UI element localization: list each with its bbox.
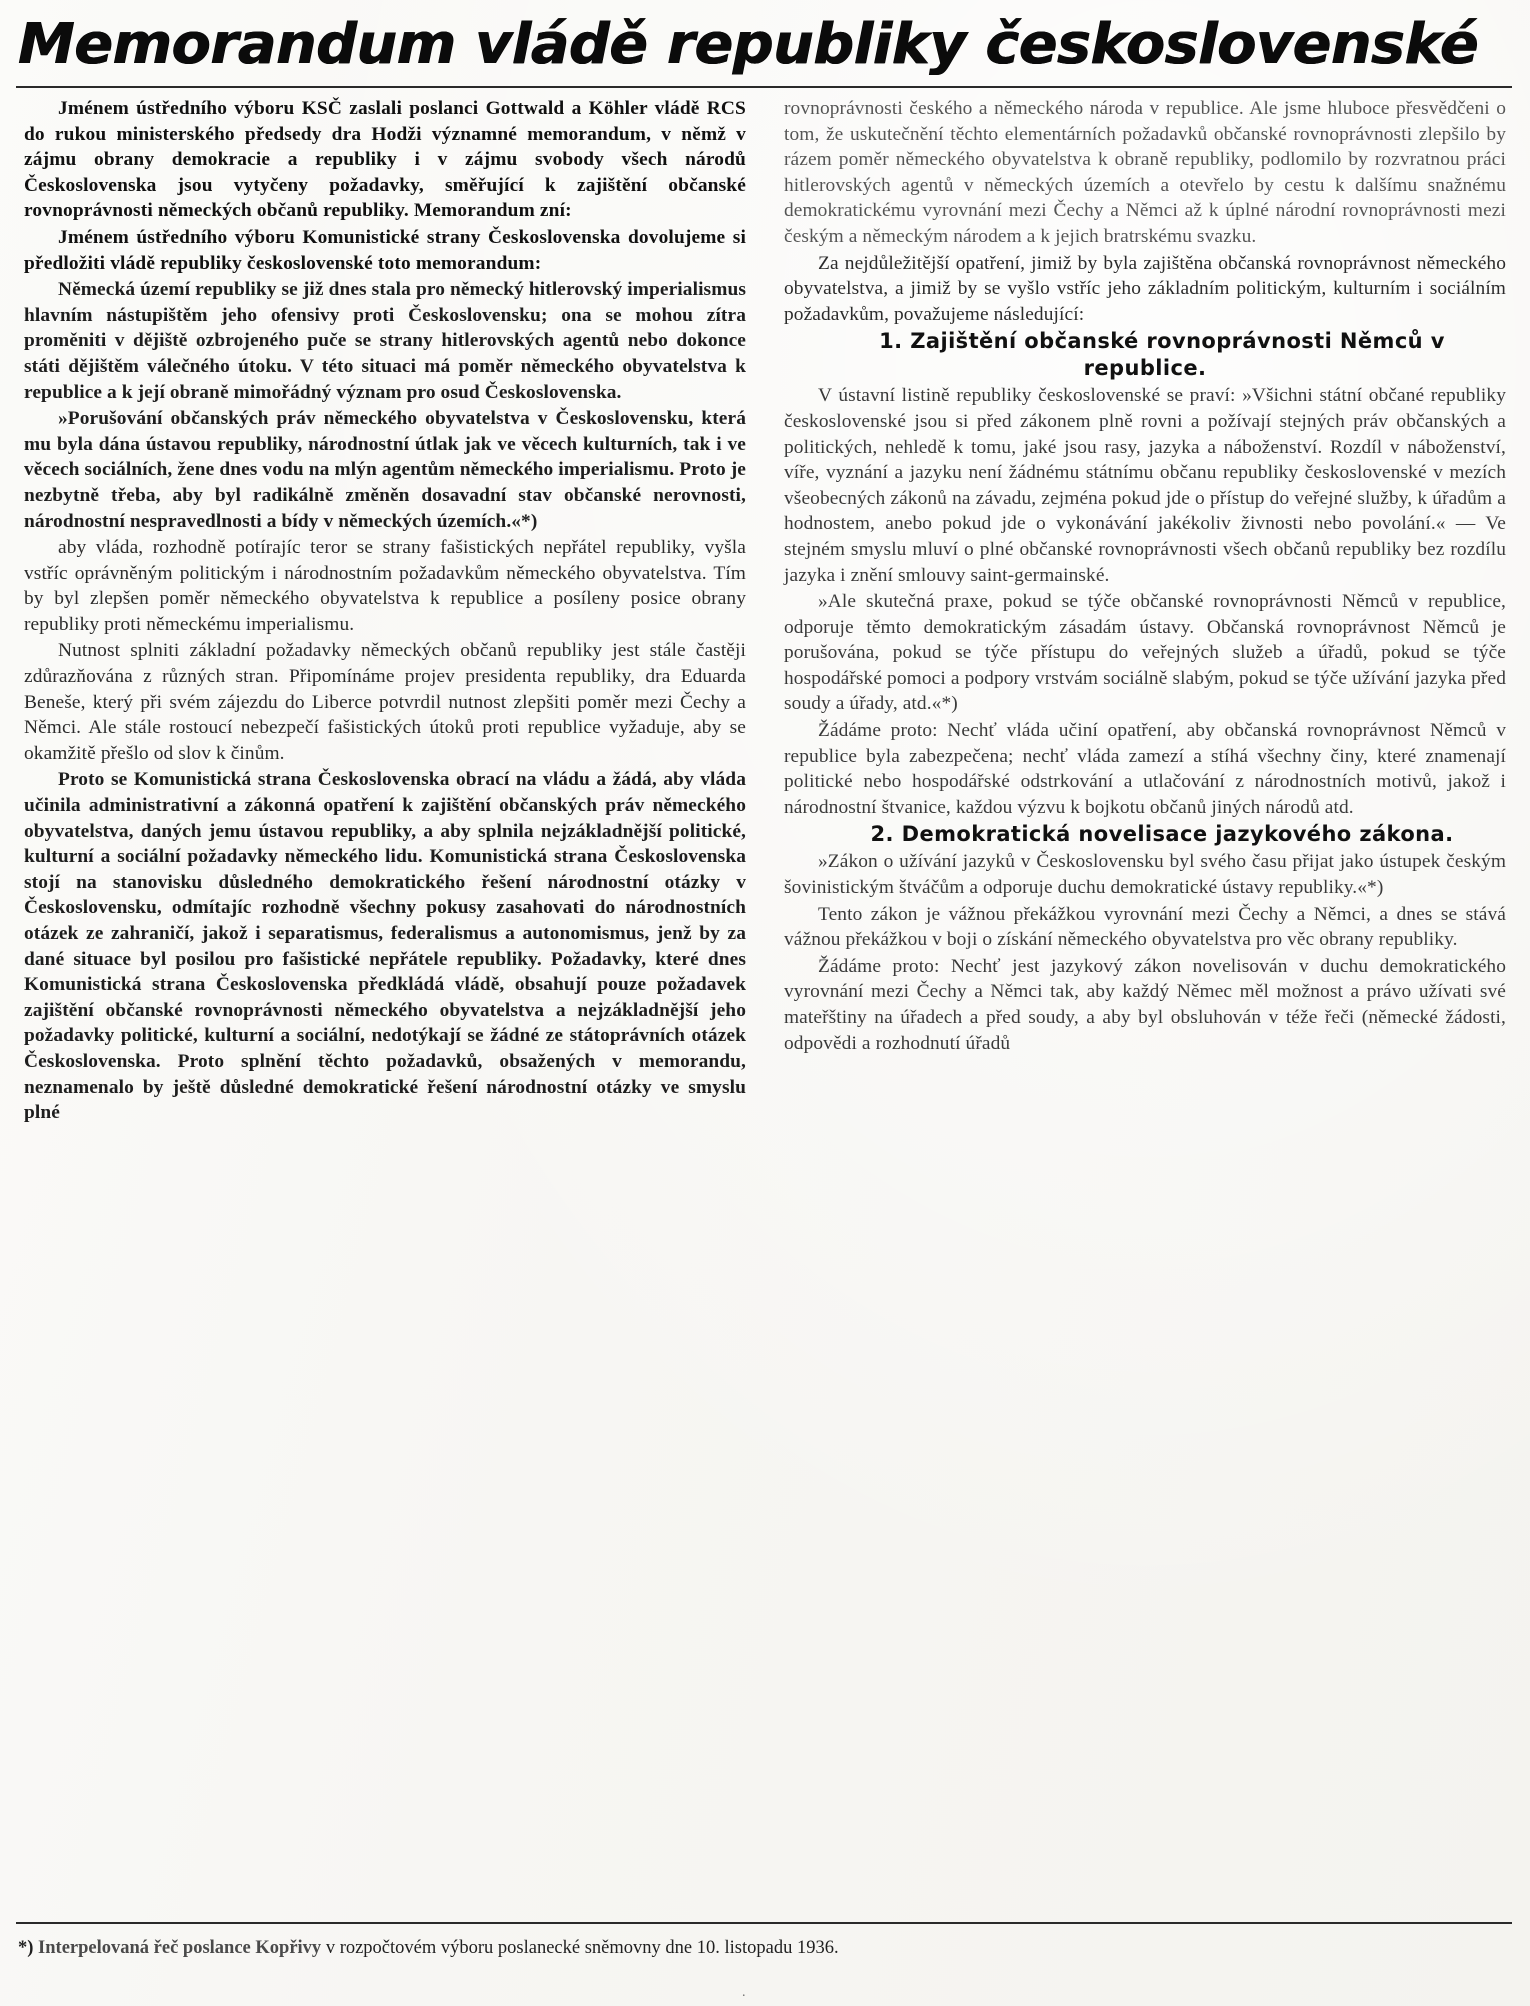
page-speck: . xyxy=(742,1985,746,2000)
page-headline: Memorandum vládě republiky československé xyxy=(18,12,1479,77)
header-rule xyxy=(16,86,1512,88)
footnote-marker: *) xyxy=(18,1938,34,1958)
paragraph: rovnoprávnosti českého a německého národa v republice. Ale jsme hluboce přesvědčeni o tom, že uskutečnění těchto elementárních požadavků občanské rovnoprávnosti zlepšilo by rázem poměr německého obyvatelstva k obraně republiky, podlomilo by rozvratnou práci hitlerovských agentů v německých územích a otevřelo by cestu k dalšímu snažnému demokratickému vyrovnání mezi Čechy a Němci až k úplné národní rovnoprávnosti mezi českým a německým národem a k jejich bratrskému svazku. xyxy=(784,98,1506,247)
right-column xyxy=(784,96,1506,1896)
footnote-blurred-text: Interpelovaná řeč poslance Kopřivy xyxy=(38,1938,322,1958)
left-column xyxy=(24,96,746,1896)
paragraph: »Zákon o užívání jazyků v Československu byl svého času přijat jako ústupek českým šovinistickým štváčům a odporuje duchu demokratické ústavy republiky.«*) xyxy=(784,851,1506,899)
paragraph: Jménem ústředního výboru KSČ zaslali poslanci Gottwald a Köhler vládě RCS do rukou ministerského předsedy dra Hodži významné memorandum, v němž v zájmu obrany demokracie a republiky i v zájmu svobody všech národů Československa jsou vytyčeny požadavky, směřující k zajištění občanské rovnoprávnosti německých občanů republiky. Memorandum zní: xyxy=(24,98,746,222)
paragraph: Žádáme proto: Nechť jest jazykový zákon novelisován v duchu demokratického vyrovnání mezi Čechy a Němci tak, aby každý Němec měl možnost a právo užívati své mateřštiny na úřadech a před soudy, a aby byl obsluhován v téže řeči (německé žádosti, odpovědi a rozhodnutí úřadů xyxy=(784,955,1506,1054)
paragraph: Tento zákon je vážnou překážkou vyrovnání mezi Čechy a Němci, a dnes se stává vážnou překážkou v boji o získání německého obyvatelstva pro věc obrany republiky. xyxy=(784,903,1506,951)
paragraph: Žádáme proto: Nechť vláda učiní opatření, aby občanská rovnoprávnost Němců v republice byla zabezpečena; nechť vláda zamezí a stíhá všechny činy, které znamenají politické nebo hospodářské odstrkování a utlačování z národnostních motivů, jakož i národnostní štvanice, každou výzvu k bojkotu občanů jiných národů atd. xyxy=(784,720,1506,818)
paragraph: »Ale skutečná praxe, pokud se týče občanské rovnoprávnosti Němců v republice, odporuje těmto demokratickým zásadám ústavy. Občanská rovnoprávnost Němců je porušována, pokud se týče přístupu do veřejných služeb a úřadů, pokud se týče hospodářské pomoci a podpory vrstvám sociálně slabým, pokud se týče užívání jazyka před soudy a úřady, atd.«*) xyxy=(784,591,1506,715)
paragraph: »Porušování občanských práv německého obyvatelstva v Československu, která mu byla dána ústavou republiky, národnostní útlak jak ve věcech kulturních, tak i ve věcech sociálních, žene dnes vodu na mlýn agentům německého imperialismu. Proto je nezbytně třeba, aby byl radikálně změněn dosavadní stav občanské nerovnosti, národnostní nespravedlnosti a bídy v německých územích.«*) xyxy=(24,408,746,532)
footnote-text: v rozpočtovém výboru poslanecké sněmovny dne 10. listopadu 1936. xyxy=(325,1938,839,1958)
paragraph: V ústavní listině republiky československé se praví: »Všichni státní občané republiky československé jsou si před zákonem plně rovni a požívají stejných práv občanských a politických, nehledě k tomu, jaké jsou rasy, jazyka a náboženství. Rozdíl v náboženství, víře, vyznání a jazyku není žádnému státnímu občanu republiky československé v mezích všeobecných zákonů na závadu, zejména pokud jde o přístup do veřejné služby, k úřadům a hodnostem, anebo pokud jde o vykonávání jakékoliv živnosti nebo povolání.« — Ve stejném smyslu mluví o plné občanské rovnoprávnosti všech občanů republiky bez rozdílu jazyka i znění smlouvy saint-germainské. xyxy=(784,385,1506,586)
paragraph: Německá území republiky se již dnes stala pro německý hitlerovský imperialismus hlavním nástupištěm jeho ofensivy proti Československu; ona se mohou zítra proměniti v dějiště ozbrojeného puče se strany hitlerovských agentů nebo dokonce státi dějištěm válečného útoku. V této situaci má poměr německého obyvatelstva k republice a k její obraně mimořádný význam pro osud Československa. xyxy=(24,279,746,403)
paragraph: Jménem ústředního výboru Komunistické strany Československa dovolujeme si předložiti vládě republiky československé toto memorandum: xyxy=(24,226,746,274)
article-columns xyxy=(24,96,1510,1896)
paragraph: aby vláda, rozhodně potírajíc teror se strany fašistických nepřátel republiky, vyšla vstříc oprávněným politickým i národnostním požadavkům německého obyvatelstva. Tím by byl zlepšen poměr německého obyvatelstva k republice a posíleny posice obrany republiky proti německému imperialismu. xyxy=(24,537,746,635)
footer-rule xyxy=(16,1922,1512,1924)
paragraph: Nutnost splniti základní požadavky německých občanů republiky jest stále častěji zdůrazňována z různých stran. Připomínáme projev presidenta republiky, dra Eduarda Beneše, který při svém zájezdu do Liberce potvrdil nutnost zlepšiti poměr mezi Čechy a Němci. Ale stále rostoucí nebezpečí fašistických útoků proti republice vyžaduje, aby se okamžitě přešlo od slov k činům. xyxy=(24,640,746,764)
section-heading-1: 1. Zajištění občanské rovnoprávnosti Němců v republice. xyxy=(879,329,1445,381)
paragraph: Za nejdůležitější opatření, jimiž by byla zajištěna občanská rovnoprávnost německého obyvatelstva, a jimiž by se vyšlo vstříc jeho základním politickým, kulturním i sociálním požadavkům, považujeme následující: xyxy=(784,252,1506,325)
paragraph: Proto se Komunistická strana Československa obrací na vládu a žádá, aby vláda učinila administrativní a zákonná opatření k zajištění občanských práv německého obyvatelstva, daných jemu ústavou republiky, a aby splnila nejzákladnější politické, kulturní a sociální požadavky německého lidu. Komunistická strana Československa stojí na stanovisku důsledného demokratického řešení národnostní otázky v Československu, odmítajíc rozhodně všechny pokusy zasahovati do národnostních otázek ze zahraničí, jakož i separatismus, federalismus a autonomismus, jenž by za dané situace byl posilou pro fašistické nepřátele republiky. Požadavky, které dnes Komunistická strana Československa předkládá vládě, obsahují pouze požadavek zajištění občanské rovnoprávnosti německého obyvatelstva a nejzákladnější jeho požadavky politické, kulturní a sociální, nedotýkají se žádné ze státoprávních otázek Československa. Proto splnění těchto požadavků, obsažených v memorandu, neznamenalo by ještě důsledné demokratické řešení národnostní otázky ve smyslu plné xyxy=(24,769,746,1124)
footnote xyxy=(18,1936,1498,1960)
section-heading-2: 2. Demokratická novelisace jazykového zákona. xyxy=(870,822,1454,847)
